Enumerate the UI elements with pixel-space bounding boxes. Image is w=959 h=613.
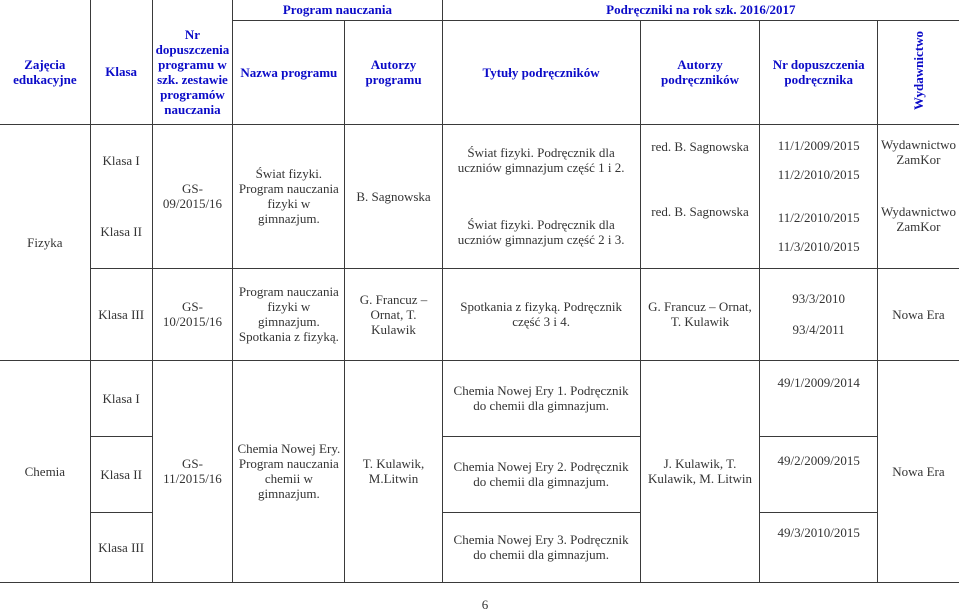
book-nr-value: 93/3/2010 xyxy=(792,291,846,306)
program-name: Program nauczania fizyki w gimnazjum. Spotkania z fizyką. xyxy=(233,268,345,360)
book-title: Świat fizyki. Podręcznik dla uczniów gimnazjum część 2 i 3. xyxy=(442,196,640,268)
col-header-class: Klasa xyxy=(90,20,152,124)
book-nr-value: 11/1/2009/2015 xyxy=(777,138,860,154)
page-number: 6 xyxy=(481,597,489,612)
book-authors-text: red. B. Sagnowska xyxy=(651,204,749,219)
book-title: Świat fizyki. Podręcznik dla uczniów gimnazjum część 1 i 2. xyxy=(442,124,640,196)
program-name: Chemia Nowej Ery. Program nauczania chemii w gimnazjum. xyxy=(233,360,345,582)
book-authors-text: red. B. Sagnowska xyxy=(651,138,749,154)
class-cell: Klasa I xyxy=(90,360,152,436)
book-nr-value: 49/2/2009/2015 xyxy=(777,452,860,468)
book-nr-value: 93/4/2011 xyxy=(792,322,845,337)
book-nr-value: 49/3/2010/2015 xyxy=(777,524,860,540)
publisher xyxy=(877,124,959,196)
book-authors xyxy=(640,124,760,196)
subject-chemia: Chemia xyxy=(0,360,90,582)
book-nr xyxy=(760,436,877,512)
publisher: Nowa Era xyxy=(877,360,959,582)
book-title: Spotkania z fizyką. Podręcznik część 3 i 4. xyxy=(442,268,640,360)
book-authors: G. Francuz – Ornat, T. Kulawik xyxy=(640,268,760,360)
class-cell: Klasa III xyxy=(90,512,152,582)
class-cell: Klasa I xyxy=(90,124,152,196)
publisher: Nowa Era xyxy=(877,268,959,360)
book-title: Chemia Nowej Ery 3. Podręcznik do chemii dla gimnazjum. xyxy=(442,512,640,582)
book-nr-value: 11/2/2010/2015 xyxy=(777,167,860,183)
header-blank xyxy=(90,0,152,20)
subject-fizyka: Fizyka xyxy=(0,124,90,360)
book-nr xyxy=(760,360,877,436)
col-header-publisher-label: Wydawnictwo xyxy=(910,31,926,110)
header-blank xyxy=(0,0,90,20)
col-header-subject: Zajęcia edukacyjne xyxy=(0,20,90,124)
publisher-text: Wydawnictwo ZamKor xyxy=(880,136,956,167)
book-authors: J. Kulawik, T. Kulawik, M. Litwin xyxy=(640,360,760,582)
col-header-program-nr: Nr dopuszczenia programu w szk. zestawie programów nauczania xyxy=(152,20,233,124)
program-nr: GS-09/2015/16 xyxy=(152,124,233,268)
header-blank xyxy=(152,0,233,20)
program-nr: GS-11/2015/16 xyxy=(152,360,233,582)
book-nr-value: 11/2/2010/2015 xyxy=(777,209,860,225)
book-nr-value: 49/1/2009/2014 xyxy=(777,374,860,390)
book-nr xyxy=(760,196,877,268)
class-cell: Klasa II xyxy=(90,436,152,512)
book-nr-value: 11/3/2010/2015 xyxy=(777,238,860,254)
class-cell: Klasa III xyxy=(90,268,152,360)
col-header-program-authors: Autorzy programu xyxy=(345,20,442,124)
col-header-publisher xyxy=(877,20,959,124)
col-header-program-name: Nazwa programu xyxy=(233,20,345,124)
book-authors xyxy=(640,196,760,268)
col-header-book-authors: Autorzy podręczników xyxy=(640,20,760,124)
book-title: Chemia Nowej Ery 1. Podręcznik do chemii dla gimnazjum. xyxy=(442,360,640,436)
program-name: Świat fizyki. Program nauczania fizyki w gimnazjum. xyxy=(233,124,345,268)
program-authors: T. Kulawik, M.Litwin xyxy=(345,360,442,582)
book-nr xyxy=(760,512,877,582)
class-cell: Klasa II xyxy=(90,196,152,268)
col-header-book-nr: Nr dopuszczenia podręcznika xyxy=(760,20,877,124)
program-nr: GS-10/2015/16 xyxy=(152,268,233,360)
program-authors: G. Francuz – Ornat, T. Kulawik xyxy=(345,268,442,360)
book-title: Chemia Nowej Ery 2. Podręcznik do chemii dla gimnazjum. xyxy=(442,436,640,512)
publisher xyxy=(877,196,959,268)
book-nr xyxy=(760,124,877,196)
program-authors: B. Sagnowska xyxy=(345,124,442,268)
book-nr xyxy=(760,268,877,360)
publisher-text: Wydawnictwo ZamKor xyxy=(880,204,956,234)
header-group-textbooks: Podręczniki na rok szk. 2016/2017 xyxy=(442,0,959,20)
header-group-program: Program nauczania xyxy=(233,0,442,20)
col-header-book-titles: Tytuły podręczników xyxy=(442,20,640,124)
